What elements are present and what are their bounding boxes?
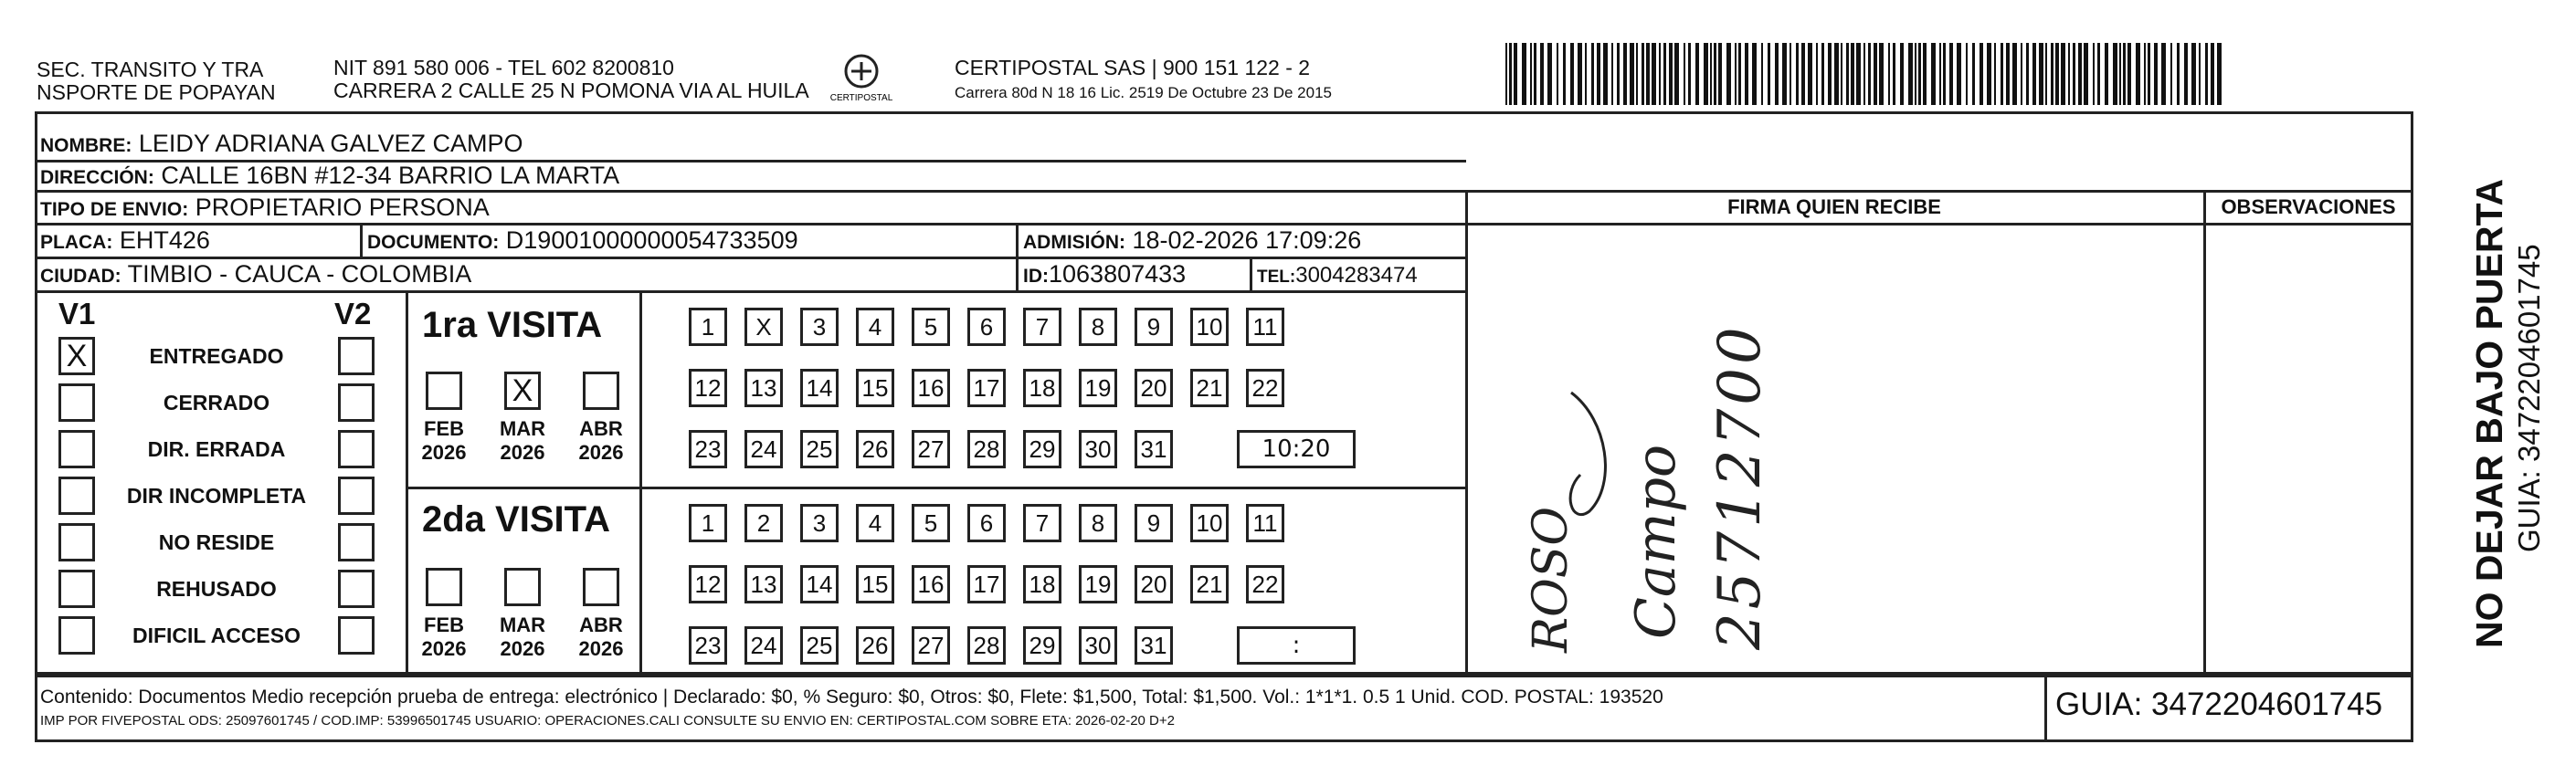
barcode-bar	[1547, 43, 1552, 105]
barcode-bar	[1908, 43, 1913, 105]
barcode-bar	[1900, 43, 1904, 105]
barcode-bar	[2055, 43, 2059, 105]
barcode-bar	[2012, 43, 2017, 105]
sender-address: CARRERA 2 CALLE 25 N POMONA VIA AL HUILA	[333, 79, 809, 102]
barcode-bar	[1617, 43, 1620, 105]
barcode-bar	[1874, 43, 1877, 105]
visit1-day-box[interactable]: 13	[744, 369, 783, 407]
tel-label: TEL:	[1257, 267, 1296, 287]
admision-row	[1023, 225, 1361, 258]
documento-value: D19001000000054733509	[505, 226, 798, 254]
visit2-day-box[interactable]: 26	[856, 626, 894, 665]
barcode-bar	[1972, 43, 1975, 105]
visit2-day-box[interactable]: 24	[744, 626, 783, 665]
barcode-bar	[1557, 43, 1558, 105]
barcode-bar	[2184, 43, 2188, 105]
barcode-bar	[1611, 43, 1613, 105]
v1-checkbox[interactable]	[58, 523, 95, 561]
visit2-month-label	[491, 613, 554, 661]
barcode-bar	[1585, 43, 1587, 105]
sender-name-line2: NSPORTE DE POPAYAN	[37, 80, 276, 104]
visit2-day-box[interactable]: 29	[1023, 626, 1061, 665]
barcode-bar	[1534, 43, 1536, 105]
visit2-day-box[interactable]: 4	[856, 504, 894, 542]
visit2-day-box[interactable]: 28	[967, 626, 1006, 665]
barcode-bar	[1578, 43, 1582, 105]
direccion-value: CALLE 16BN #12-34 BARRIO LA MARTA	[161, 162, 620, 189]
tel-value: 3004283474	[1295, 263, 1418, 288]
visit1-day-box[interactable]: 11	[1246, 308, 1284, 346]
placa-label: PLACA:	[40, 232, 113, 253]
barcode-bar	[2006, 43, 2010, 105]
barcode-bar	[1821, 43, 1824, 105]
visit1-day-box[interactable]: 25	[800, 430, 839, 468]
visit1-day-box[interactable]: 4	[856, 308, 894, 346]
footer-print-info: IMP POR FIVEPOSTAL ODS: 25097601745 / COD.IMP: 53996501745 USUARIO: OPERACIONES.CALI CONSULTE SU ENVIO EN: CERTIPOSTAL.COM SOBRE ETA: 2026-02-20 D+2	[40, 713, 1175, 729]
barcode-bar	[2161, 43, 2166, 105]
barcode-bar	[2144, 43, 2146, 105]
tel-row	[1257, 260, 1418, 293]
id-label: ID:	[1023, 266, 1049, 287]
barcode-bar	[1695, 43, 1699, 105]
barcode-bar	[2199, 43, 2201, 105]
barcode-bar	[2093, 43, 2095, 105]
visit2-day-box[interactable]: 16	[912, 565, 950, 603]
barcode-bar	[1768, 43, 1770, 105]
barcode-bar	[1726, 43, 1731, 105]
v2-checkbox[interactable]	[338, 383, 375, 422]
visit1-month-checkbox[interactable]	[504, 372, 541, 410]
barcode-bar	[2170, 43, 2172, 105]
visit2-month-checkbox[interactable]	[504, 568, 541, 606]
barcode-bar	[1597, 43, 1600, 105]
visit1-day-box[interactable]: 31	[1135, 430, 1173, 468]
direccion-row	[40, 160, 619, 194]
firma-label: FIRMA QUIEN RECIBE	[1727, 195, 1941, 218]
v2-checkbox[interactable]	[338, 337, 375, 375]
visit1-day-box[interactable]: 18	[1023, 369, 1061, 407]
barcode-bar	[1652, 43, 1656, 105]
barcode-bar	[1943, 43, 1946, 105]
barcode-bar	[2001, 43, 2003, 105]
barcode-bar	[2021, 43, 2022, 105]
month-name: FEB	[424, 613, 464, 636]
barcode-bar	[1669, 43, 1673, 105]
barcode-bar	[1674, 43, 1679, 105]
visit2-day-box[interactable]: 30	[1079, 626, 1117, 665]
admision-value: 18-02-2026 17:09:26	[1132, 226, 1362, 254]
barcode-bar	[1718, 43, 1722, 105]
visit2-day-box[interactable]: 3	[800, 504, 839, 542]
visit2-day-box[interactable]: 2	[744, 504, 783, 542]
visit1-day-box[interactable]: 19	[1079, 369, 1117, 407]
barcode-bar	[1688, 43, 1691, 105]
nombre-row	[40, 128, 523, 162]
visit2-day-box[interactable]: 9	[1135, 504, 1173, 542]
barcode-bar	[1879, 43, 1884, 105]
barcode-bar	[2123, 43, 2126, 105]
visit2-day-box[interactable]: 19	[1079, 565, 1117, 603]
month-name: ABR	[579, 417, 623, 440]
visit2-day-box[interactable]: 22	[1246, 565, 1284, 603]
barcode-bar	[2177, 43, 2180, 105]
barcode-bar	[1980, 43, 1983, 105]
v1-check-mark: X	[66, 339, 88, 373]
visit1-day-box[interactable]: 1	[689, 308, 727, 346]
nombre-value: LEIDY ADRIANA GALVEZ CAMPO	[138, 130, 523, 157]
barcode-bar	[2039, 43, 2043, 105]
visit1-day-box[interactable]: 8	[1079, 308, 1117, 346]
visit2-day-box[interactable]: 7	[1023, 504, 1061, 542]
visit2-day-box[interactable]: 14	[800, 565, 839, 603]
tipo-label: TIPO DE ENVIO:	[40, 199, 189, 220]
v2-checkbox[interactable]	[338, 616, 375, 655]
barcode-bar	[2084, 43, 2088, 105]
visit2-day-box[interactable]: 5	[912, 504, 950, 542]
id-value: 1063807433	[1049, 260, 1187, 288]
barcode-bar	[1522, 43, 1526, 105]
barcode-bar	[1603, 43, 1608, 105]
month-name: MAR	[499, 417, 546, 440]
visit2-day-box[interactable]: 1	[689, 504, 727, 542]
barcode-bar	[1646, 43, 1650, 105]
visit1-day-box[interactable]: 16	[912, 369, 950, 407]
visit1-day-box[interactable]: 9	[1135, 308, 1173, 346]
sender-nit: NIT 891 580 006 - TEL 602 8200810	[333, 56, 674, 79]
visit1-day-box[interactable]: 10	[1190, 308, 1229, 346]
barcode-bar	[1684, 43, 1685, 105]
barcode-bar	[1630, 43, 1634, 105]
barcode-bar	[1752, 43, 1757, 105]
barcode-bar	[1735, 43, 1737, 105]
v1-checkbox[interactable]	[58, 616, 95, 655]
barcode-bar	[1863, 43, 1865, 105]
sender-name-line1: SEC. TRANSITO Y TRA	[37, 58, 264, 81]
barcode-bar	[1923, 43, 1927, 105]
barcode-bar	[1893, 43, 1895, 105]
ciudad-value: TIMBIO - CAUCA - COLOMBIA	[127, 260, 472, 288]
v1-checkbox[interactable]	[58, 337, 95, 375]
documento-row	[367, 225, 798, 258]
status-label: CERRADO	[163, 391, 270, 414]
barcode-bar	[1761, 43, 1763, 105]
barcode-bar	[2068, 43, 2070, 105]
visit1-month-checkbox[interactable]	[426, 372, 462, 410]
barcode-bar	[1659, 43, 1661, 105]
placa-row	[40, 225, 210, 258]
visit2-day-box[interactable]: 18	[1023, 565, 1061, 603]
footer-contents: Contenido: Documentos Medio recepción prueba de entrega: electrónico | Declarado: $0, % Seguro: $0, Otros: $0, Flete: $1,500, Total: $1,500. Vol.: 1*1*1. 0.5 1 Unid. COD. POSTAL: 193520	[40, 687, 1663, 708]
barcode-bar	[1957, 43, 1961, 105]
v2-checkbox[interactable]	[338, 570, 375, 608]
visit1-day-box[interactable]: 15	[856, 369, 894, 407]
visit1-day-box[interactable]: 28	[967, 430, 1006, 468]
visit1-day-box[interactable]: 17	[967, 369, 1006, 407]
visit2-day-box[interactable]: 15	[856, 565, 894, 603]
barcode-bar	[2154, 43, 2158, 105]
month-year: 2026	[500, 441, 545, 464]
month-year: 2026	[578, 637, 624, 660]
v2-checkbox[interactable]	[338, 477, 375, 515]
tipo-value: PROPIETARIO PERSONA	[195, 194, 490, 221]
barcode-bar	[1931, 43, 1936, 105]
visit1-month-label	[569, 417, 633, 465]
visit1-day-box[interactable]: 24	[744, 430, 783, 468]
month-year: 2026	[578, 441, 624, 464]
visit1-day-box[interactable]: 26	[856, 430, 894, 468]
visit2-day-box[interactable]: 31	[1135, 626, 1173, 665]
direccion-label: DIRECCIÓN:	[40, 167, 154, 188]
barcode-bar	[1949, 43, 1953, 105]
v1-checkbox[interactable]	[58, 570, 95, 608]
barcode-bar	[1514, 43, 1517, 105]
barcode-bar	[2105, 43, 2108, 105]
barcode-bar	[1775, 43, 1779, 105]
barcode-bar	[2211, 43, 2214, 105]
visit2-day-box[interactable]: 23	[689, 626, 727, 665]
no-dejar-bajo-puerta: NO DEJAR BAJO PUERTA	[2468, 178, 2510, 648]
visit1-day-box[interactable]: 3	[800, 308, 839, 346]
barcode	[1505, 43, 2229, 105]
visit2-day-box[interactable]: 13	[744, 565, 783, 603]
visit2-day-box[interactable]: 11	[1246, 504, 1284, 542]
visit2-day-box[interactable]: 8	[1079, 504, 1117, 542]
barcode-bar	[1918, 43, 1921, 105]
admision-label: ADMISIÓN:	[1023, 232, 1125, 253]
barcode-bar	[1789, 43, 1791, 105]
barcode-bar	[2078, 43, 2082, 105]
visit2-day-box[interactable]: 21	[1190, 565, 1229, 603]
visit1-day-box[interactable]: 7	[1023, 308, 1061, 346]
status-label: DIR. ERRADA	[147, 437, 286, 461]
barcode-bar	[1796, 43, 1799, 105]
v1-label: V1	[58, 297, 96, 330]
barcode-bar	[1987, 43, 1991, 105]
barcode-bar	[1846, 43, 1849, 105]
status-label: DIR INCOMPLETA	[126, 484, 307, 508]
barcode-bar	[1738, 43, 1741, 105]
month-name: FEB	[424, 417, 464, 440]
nombre-label: NOMBRE:	[40, 135, 132, 156]
visit2-month-checkbox[interactable]	[426, 568, 462, 606]
v1-checkbox[interactable]	[58, 383, 95, 422]
visit2-month-label	[569, 613, 633, 661]
barcode-bar	[2148, 43, 2150, 105]
visit1-day-box[interactable]: 14	[800, 369, 839, 407]
v2-checkbox[interactable]	[338, 523, 375, 561]
status-label: ENTREGADO	[149, 344, 284, 368]
barcode-bar	[1828, 43, 1832, 105]
barcode-bar	[2061, 43, 2065, 105]
visit2-day-box[interactable]: 20	[1135, 565, 1173, 603]
barcode-bar	[1509, 43, 1512, 105]
visit2-day-box[interactable]: 27	[912, 626, 950, 665]
handwriting-surname: Campo	[1624, 444, 1688, 639]
ciudad-label: CIUDAD:	[40, 266, 121, 287]
barcode-bar	[1856, 43, 1861, 105]
barcode-bar	[1563, 43, 1566, 105]
barcode-bar	[1540, 43, 1544, 105]
observaciones-label: OBSERVACIONES	[2221, 195, 2396, 218]
barcode-bar	[1888, 43, 1890, 105]
status-label: REHUSADO	[156, 577, 277, 601]
visit1-time-box[interactable]: 10:20	[1237, 430, 1356, 468]
barcode-bar	[1868, 43, 1871, 105]
handwriting-number: 25712700	[1706, 323, 1774, 650]
visit1-month-label	[412, 417, 476, 465]
visit1-day-box[interactable]: 23	[689, 430, 727, 468]
id-row	[1023, 258, 1186, 292]
barcode-bar	[2191, 43, 2196, 105]
visit1-day-box[interactable]: 27	[912, 430, 950, 468]
certipostal-logo-icon	[829, 51, 893, 104]
barcode-bar	[2032, 43, 2036, 105]
barcode-bar	[2045, 43, 2047, 105]
signature-stroke	[1553, 383, 1626, 530]
barcode-bar	[1841, 43, 1842, 105]
visit1-day-box[interactable]: 22	[1246, 369, 1284, 407]
visit2-day-box[interactable]: 25	[800, 626, 839, 665]
logo-caption: CERTIPOSTAL	[829, 93, 893, 103]
footer-guia: GUIA: 3472204601745	[2055, 687, 2383, 722]
barcode-bar	[2097, 43, 2100, 105]
status-label: NO RESIDE	[158, 530, 275, 554]
visit2-day-box[interactable]: 6	[967, 504, 1006, 542]
visit1-day-box[interactable]: X	[744, 308, 783, 346]
barcode-bar	[2136, 43, 2140, 105]
v1-checkbox[interactable]	[58, 430, 95, 468]
barcode-bar	[1851, 43, 1854, 105]
barcode-bar	[1816, 43, 1818, 105]
visit1-month-label	[491, 417, 554, 465]
barcode-bar	[1642, 43, 1644, 105]
barcode-bar	[2051, 43, 2053, 105]
courier-license: Carrera 80d N 18 16 Lic. 2519 De Octubre 23 De 2015	[955, 84, 1332, 101]
visit1-day-box[interactable]: 20	[1135, 369, 1173, 407]
month-year: 2026	[500, 637, 545, 660]
barcode-bar	[1939, 43, 1941, 105]
barcode-bar	[2073, 43, 2075, 105]
barcode-bar	[1591, 43, 1594, 105]
barcode-bar	[1966, 43, 1968, 105]
visit2-title: 2da VISITA	[422, 499, 610, 540]
barcode-bar	[2205, 43, 2208, 105]
barcode-bar	[1994, 43, 1996, 105]
barcode-bar	[1663, 43, 1666, 105]
barcode-bar	[1714, 43, 1716, 105]
visit1-day-box[interactable]: 12	[689, 369, 727, 407]
barcode-bar	[1834, 43, 1839, 105]
visit1-day-box[interactable]: 6	[967, 308, 1006, 346]
month-name: MAR	[499, 613, 546, 636]
visit1-day-box[interactable]: 29	[1023, 430, 1061, 468]
barcode-bar	[2113, 43, 2117, 105]
barcode-bar	[2026, 43, 2029, 105]
barcode-bar	[2217, 43, 2222, 105]
barcode-bar	[1710, 43, 1712, 105]
documento-label: DOCUMENTO:	[367, 232, 500, 253]
visit1-title: 1ra VISITA	[422, 305, 603, 345]
v1-checkbox[interactable]	[58, 477, 95, 515]
v2-label: V2	[334, 297, 372, 330]
barcode-bar	[1808, 43, 1812, 105]
ciudad-row	[40, 258, 471, 292]
visit2-month-label	[412, 613, 476, 661]
handwriting-first: ROSO	[1524, 506, 1578, 653]
barcode-bar	[1530, 43, 1532, 105]
barcode-bar	[2119, 43, 2121, 105]
barcode-bar	[2127, 43, 2131, 105]
tipo-row	[40, 192, 490, 225]
visit1-day-box[interactable]: 21	[1190, 369, 1229, 407]
side-guia: GUIA: 3472204601745	[2512, 244, 2546, 552]
month-year: 2026	[421, 637, 467, 660]
visit2-day-box[interactable]: 17	[967, 565, 1006, 603]
courier-name: CERTIPOSTAL SAS | 900 151 122 - 2	[955, 56, 1311, 79]
visit2-time-box[interactable]: :	[1237, 626, 1356, 665]
barcode-bar	[1704, 43, 1708, 105]
barcode-bar	[1745, 43, 1748, 105]
status-label: DIFICIL ACCESO	[132, 624, 301, 647]
barcode-bar	[1623, 43, 1627, 105]
barcode-bar	[1505, 43, 1507, 105]
barcode-bar	[1782, 43, 1787, 105]
v2-checkbox[interactable]	[338, 430, 375, 468]
visit2-month-checkbox[interactable]	[583, 568, 619, 606]
month-year: 2026	[421, 441, 467, 464]
visit1-month-checkbox[interactable]	[583, 372, 619, 410]
barcode-bar	[1570, 43, 1574, 105]
visit2-day-box[interactable]: 12	[689, 565, 727, 603]
visit1-month-check-mark: X	[512, 373, 533, 408]
barcode-bar	[1915, 43, 1916, 105]
barcode-bar	[1801, 43, 1805, 105]
visit1-day-box[interactable]: 30	[1079, 430, 1117, 468]
visit2-day-box[interactable]: 10	[1190, 504, 1229, 542]
visit1-day-box[interactable]: 5	[912, 308, 950, 346]
placa-value: EHT426	[119, 226, 210, 254]
barcode-bar	[1636, 43, 1638, 105]
month-name: ABR	[579, 613, 623, 636]
